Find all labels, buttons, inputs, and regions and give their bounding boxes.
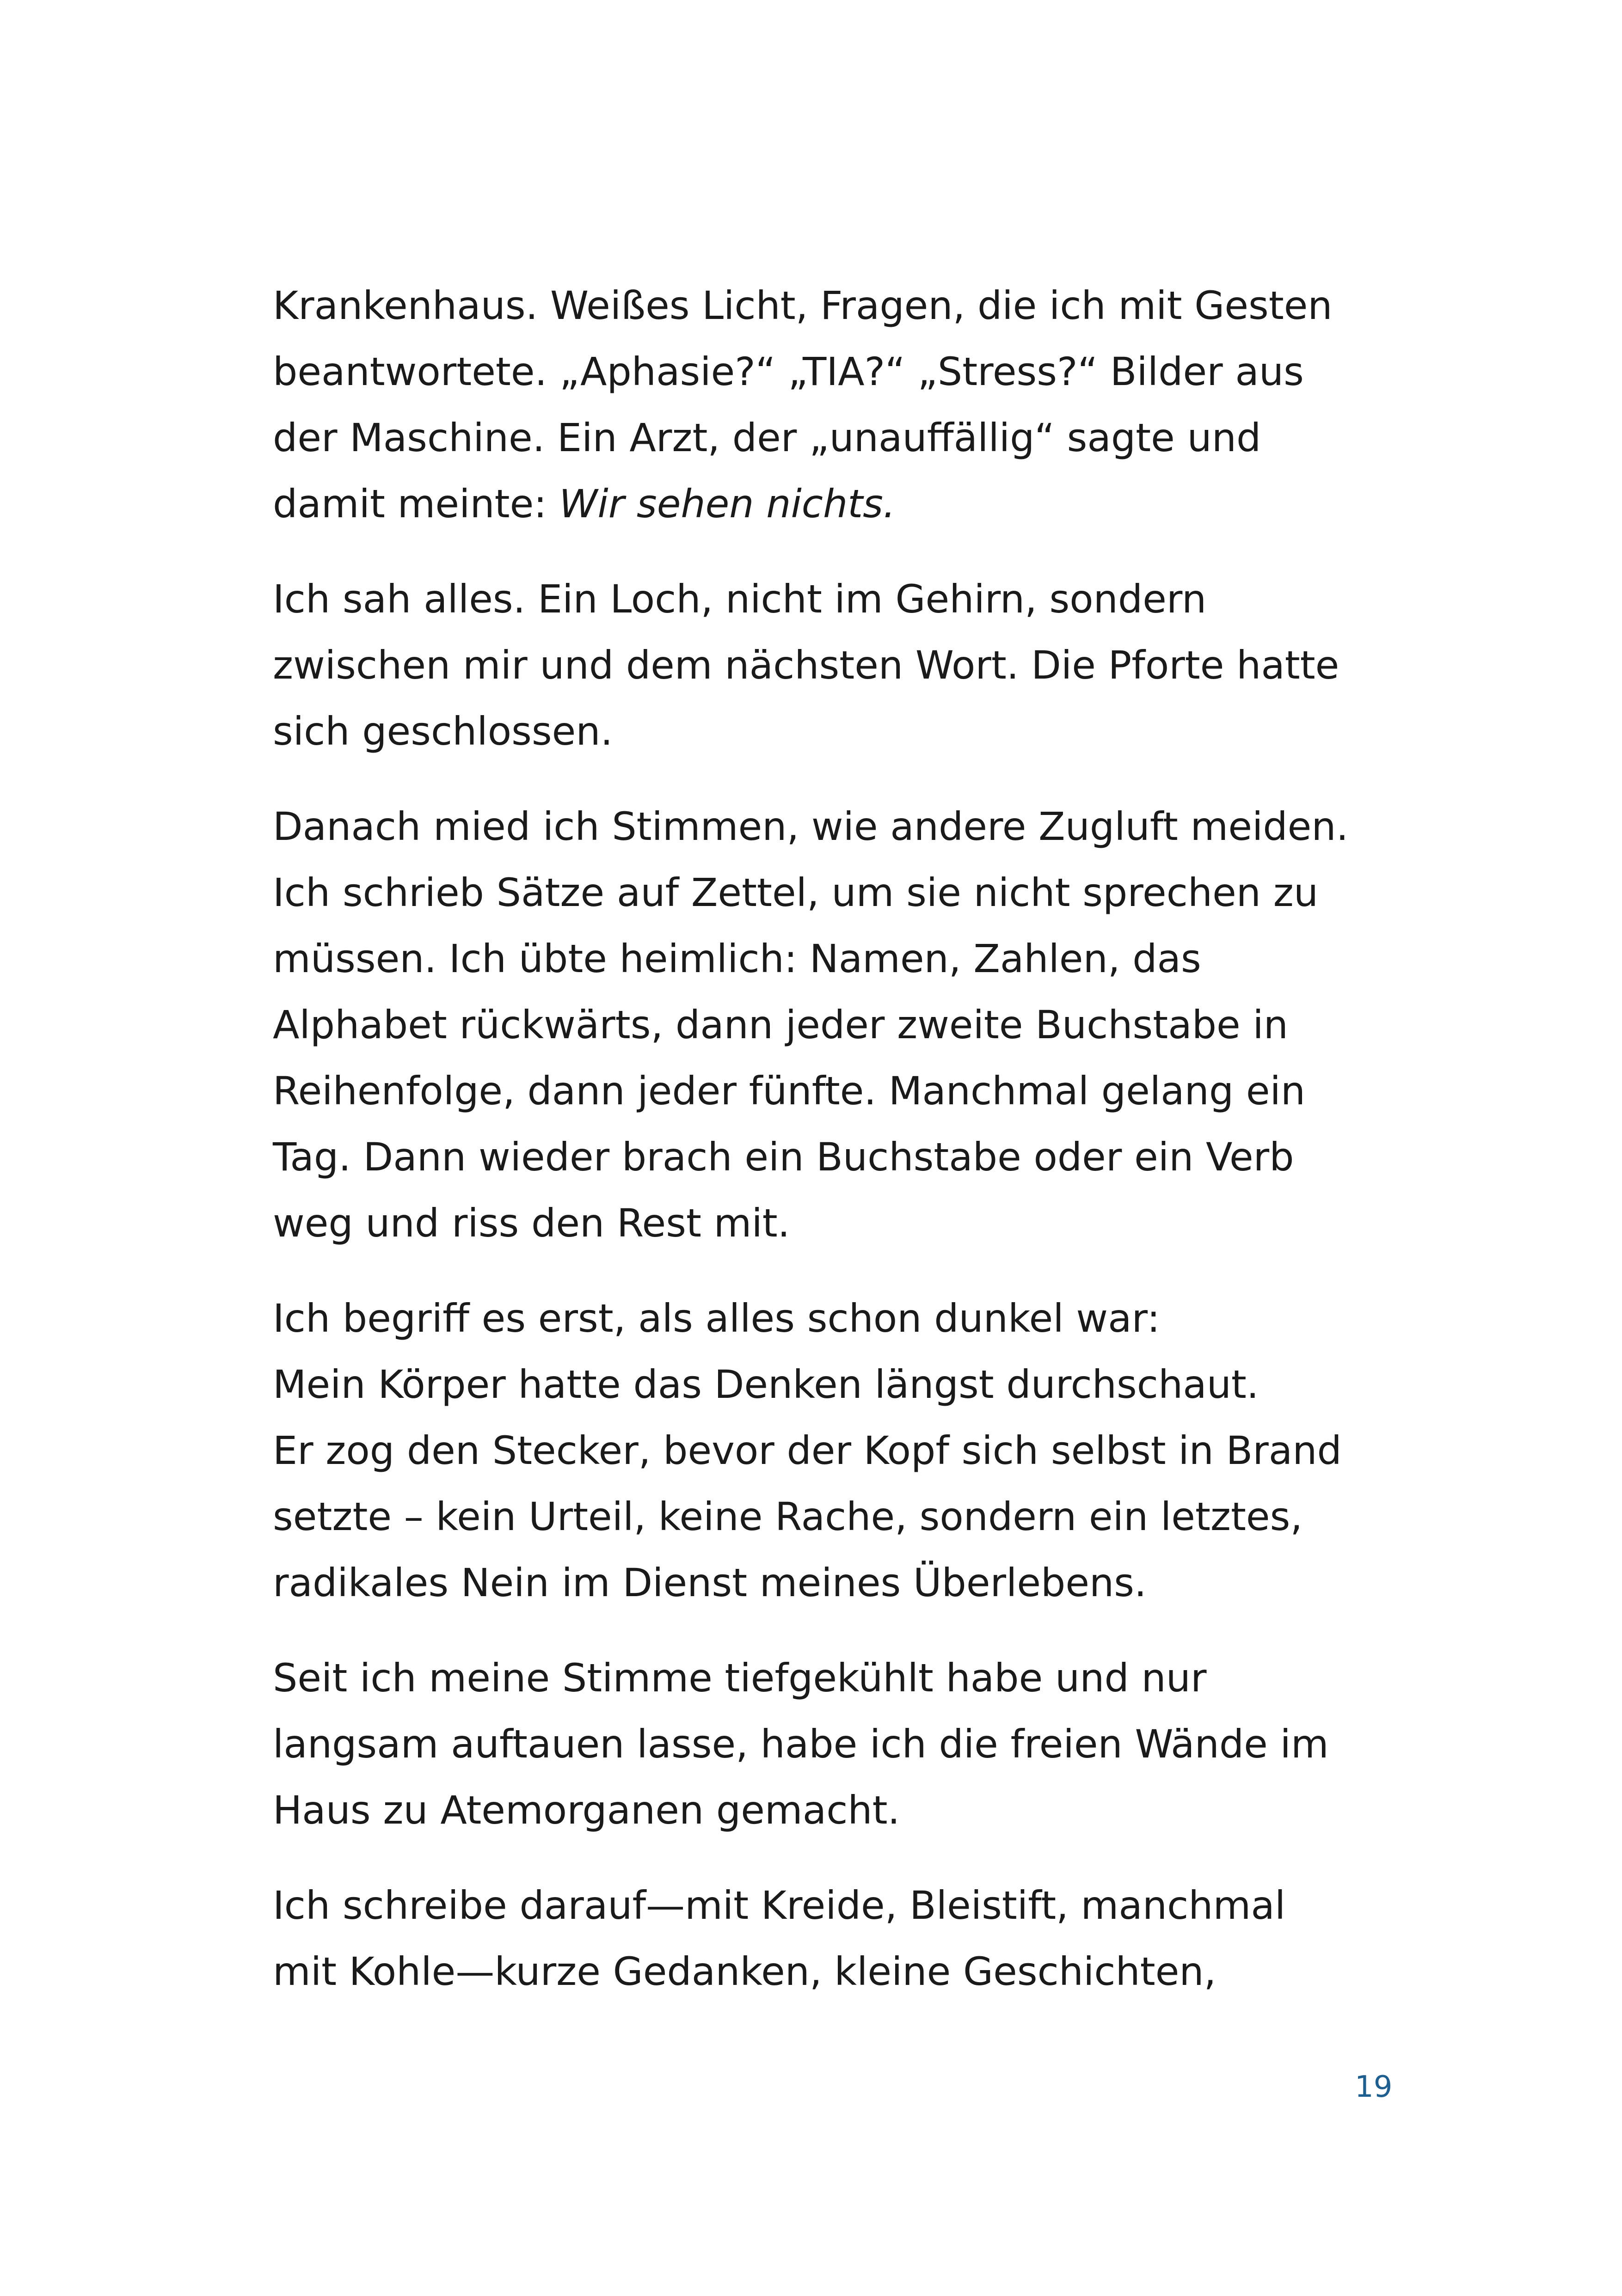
text-line: Krankenhaus. Weißes Licht, Fragen, die ich mit Gesten bbox=[273, 283, 1333, 328]
italic-phrase: Wir sehen nichts. bbox=[559, 481, 896, 527]
body-text bbox=[273, 273, 1429, 2005]
text-line: radikales Nein im Dienst meines Überlebens. bbox=[273, 1560, 1147, 1605]
text-line: Ich schreibe darauf—mit Kreide, Bleistift, manchmal bbox=[273, 1883, 1286, 1928]
text-line: Alphabet rückwärts, dann jeder zweite Buchstabe in bbox=[273, 1002, 1288, 1047]
text-line: müssen. Ich übte heimlich: Namen, Zahlen, das bbox=[273, 936, 1201, 981]
text-line: Ich begriff es erst, als alles schon dunkel war: bbox=[273, 1296, 1160, 1341]
text-line: Reihenfolge, dann jeder fünfte. Manchmal gelang ein bbox=[273, 1068, 1306, 1114]
paragraph-4 bbox=[273, 1286, 1429, 1616]
text-line: sich geschlossen. bbox=[273, 709, 613, 754]
text-line: Danach mied ich Stimmen, wie andere Zugluft meiden. bbox=[273, 804, 1349, 849]
text-line: mit Kohle—kurze Gedanken, kleine Geschichten, bbox=[273, 1949, 1216, 1994]
text-line: Tag. Dann wieder brach ein Buchstabe oder ein Verb bbox=[273, 1134, 1294, 1180]
page-number: 19 bbox=[1355, 2070, 1393, 2104]
text-line-prefix: damit meinte: bbox=[273, 481, 559, 527]
text-line: Haus zu Atemorganen gemacht. bbox=[273, 1788, 900, 1833]
paragraph-6 bbox=[273, 1873, 1429, 2005]
text-line: Mein Körper hatte das Denken längst durchschaut. bbox=[273, 1362, 1259, 1407]
text-line: Ich sah alles. Ein Loch, nicht im Gehirn, sondern bbox=[273, 576, 1207, 622]
text-line: Er zog den Stecker, bevor der Kopf sich selbst in Brand bbox=[273, 1428, 1342, 1473]
paragraph-2 bbox=[273, 566, 1429, 765]
text-line: setzte – kein Urteil, keine Rache, sondern ein letztes, bbox=[273, 1494, 1303, 1539]
text-line: beantwortete. „Aphasie?“ „TIA?“ „Stress?“ Bilder aus bbox=[273, 349, 1304, 394]
text-line: Ich schrieb Sätze auf Zettel, um sie nicht sprechen zu bbox=[273, 870, 1319, 915]
paragraph-1 bbox=[273, 273, 1429, 537]
text-line: der Maschine. Ein Arzt, der „unauffällig“ sagte und bbox=[273, 415, 1261, 460]
paragraph-3 bbox=[273, 794, 1429, 1256]
paragraph-5 bbox=[273, 1645, 1429, 1843]
text-line: weg und riss den Rest mit. bbox=[273, 1200, 790, 1246]
text-line: langsam auftauen lasse, habe ich die freien Wände im bbox=[273, 1721, 1329, 1767]
text-line: Seit ich meine Stimme tiefgekühlt habe und nur bbox=[273, 1655, 1207, 1701]
text-line: zwischen mir und dem nächsten Wort. Die Pforte hatte bbox=[273, 643, 1339, 688]
text-line bbox=[273, 471, 1429, 537]
